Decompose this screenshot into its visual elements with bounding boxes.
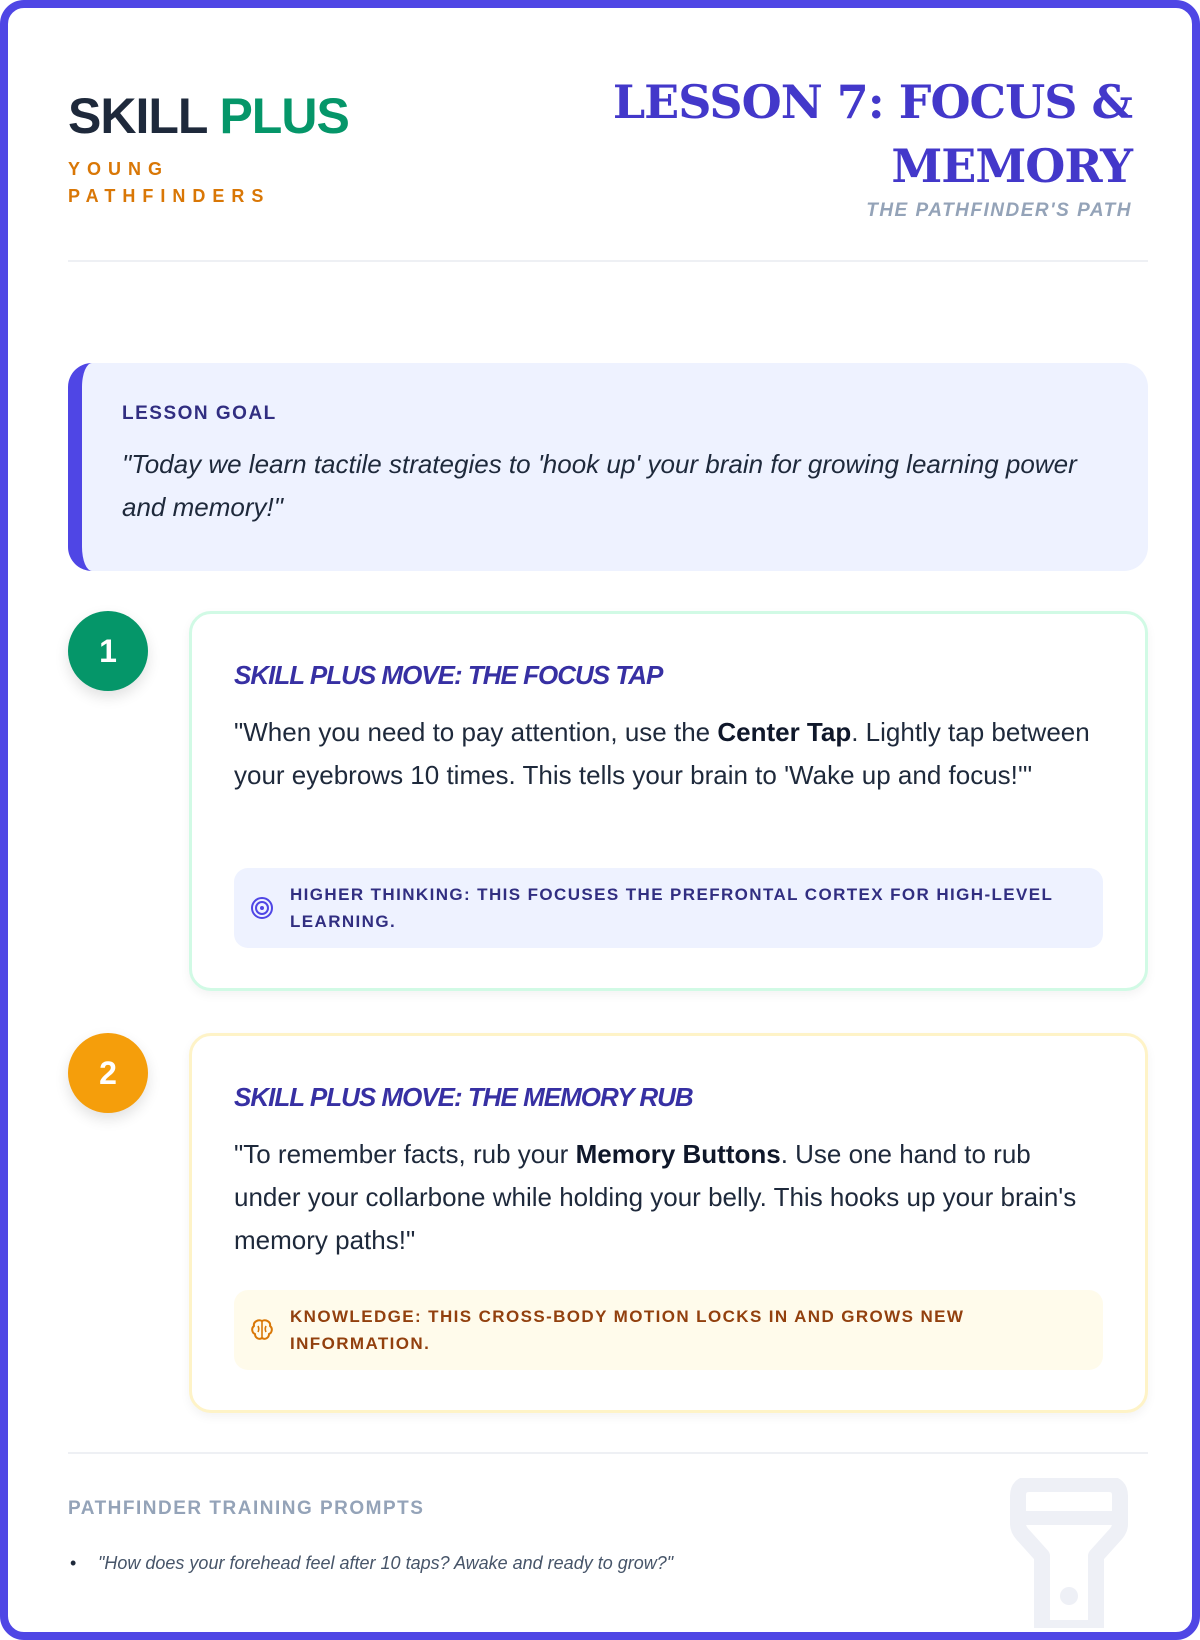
step-number-badge: 2 <box>68 1033 148 1113</box>
list-item <box>68 1553 968 1574</box>
step-description <box>234 711 1103 797</box>
prompt-list <box>68 1553 968 1574</box>
step-note-text: HIGHER THINKING: THIS FOCUSES THE PREFRONTAL CORTEX FOR HIGH-LEVEL LEARNING. <box>290 885 1053 931</box>
brand-tagline: YOUNG PATHFINDERS <box>68 159 271 206</box>
step-title: SKILL PLUS MOVE: THE MEMORY RUB <box>234 1082 693 1112</box>
step-title: SKILL PLUS MOVE: THE FOCUS TAP <box>234 660 663 690</box>
step-number-badge: 1 <box>68 611 148 691</box>
header-divider <box>68 260 1148 262</box>
step-text-bold: Center Tap <box>717 717 852 747</box>
brand-name <box>68 88 349 144</box>
step-note <box>234 868 1103 948</box>
section-divider <box>68 1452 1148 1454</box>
step-card-memory-rub <box>189 1033 1148 1413</box>
lesson-header <box>572 70 1132 222</box>
brand-logo <box>68 88 349 210</box>
step-card-focus-tap <box>189 611 1148 991</box>
step-text-part: . Use one hand to rub under your collarbone while holding your belly. This hooks up your brain's memory paths!" <box>234 1139 1077 1255</box>
step-text-bold: Memory Buttons <box>575 1139 781 1169</box>
lesson-subtitle: THE PATHFINDER'S PATH <box>866 200 1132 221</box>
goal-label: LESSON GOAL <box>122 403 277 424</box>
prompts-label: PATHFINDER TRAINING PROMPTS <box>68 1498 425 1519</box>
prompt-text: "How does your forehead feel after 10 taps? Awake and ready to grow?" <box>98 1553 674 1573</box>
lesson-goal-box <box>68 363 1148 571</box>
brain-icon <box>248 1316 276 1344</box>
flashlight-icon <box>1004 1478 1134 1628</box>
goal-text: "Today we learn tactile strategies to 'hook up' your brain for growing learning power and memory!" <box>122 449 1077 522</box>
step-text-part: "When you need to pay attention, use the <box>234 717 718 747</box>
step-text-part: "To remember facts, rub your <box>234 1139 576 1169</box>
brand-name-skill: SKILL <box>68 88 207 144</box>
step-description <box>234 1133 1103 1262</box>
step-note-text: KNOWLEDGE: THIS CROSS-BODY MOTION LOCKS IN AND GROWS NEW INFORMATION. <box>290 1307 965 1353</box>
step-note <box>234 1290 1103 1370</box>
lesson-title: LESSON 7: FOCUS & MEMORY <box>612 75 1132 193</box>
step-text-part: . Lightly tap between your eyebrows 10 times. This tells your brain to 'Wake up and focus!'" <box>234 717 1090 790</box>
brand-name-plus: PLUS <box>219 88 349 144</box>
target-icon <box>248 894 276 922</box>
bullet-icon: • <box>70 1553 77 1573</box>
